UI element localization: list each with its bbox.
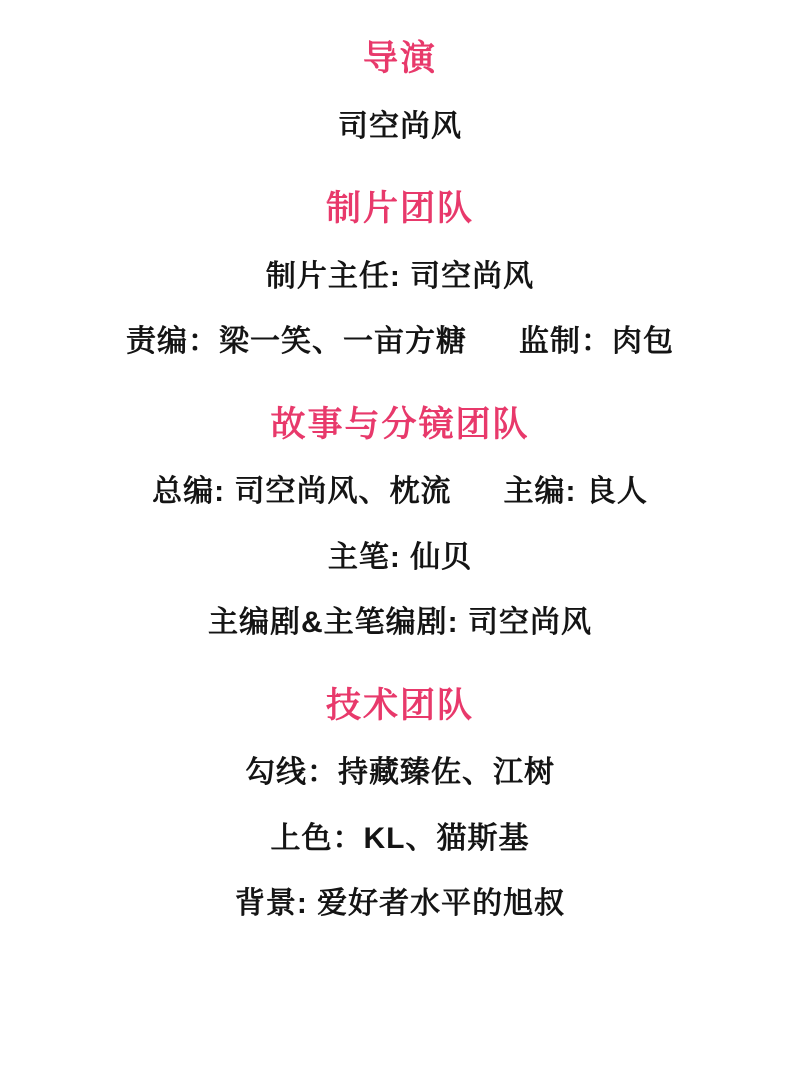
section-heading-technical-team: 技术团队	[325, 685, 474, 725]
credit-row	[0, 822, 800, 857]
section-technical-team	[0, 687, 800, 922]
credit-text-chief-editor: 总编: 司空尚风、枕流	[152, 475, 452, 508]
credit-text-director-name: 司空尚风	[338, 109, 462, 143]
section-heading-production-team: 制片团队	[325, 189, 474, 228]
section-heading-story-storyboard-team: 故事与分镜团队	[270, 404, 530, 444]
credit-text-lead-artist: 主笔: 仙贝	[327, 540, 473, 574]
credit-text-lineart: 勾线：持藏臻佐、江树	[245, 756, 555, 789]
credit-row	[0, 606, 800, 641]
credit-text-coloring: 上色：KL、猫斯基	[270, 821, 530, 855]
credit-text-editor: 责编：梁一笑、一亩方糖	[126, 325, 467, 358]
credit-row	[0, 756, 800, 791]
credit-text-production-director: 制片主任: 司空尚风	[265, 259, 535, 293]
credit-row	[0, 110, 800, 145]
credit-text-lead-screenwriter: 主编剧&主笔编剧: 司空尚风	[208, 606, 592, 639]
section-production-team	[0, 190, 800, 360]
credit-text-background: 背景: 爱好者水平的旭叔	[234, 887, 566, 920]
credit-row	[0, 475, 800, 510]
credit-row	[0, 541, 800, 576]
credit-row	[0, 325, 800, 360]
credit-text-supervisor: 监制：肉包	[519, 325, 674, 358]
section-director	[0, 40, 800, 144]
section-heading-director: 导演	[362, 39, 437, 78]
credit-row	[0, 260, 800, 295]
credit-row	[0, 887, 800, 922]
credit-text-lead-editor: 主编: 良人	[503, 475, 648, 508]
section-story-storyboard-team	[0, 406, 800, 641]
